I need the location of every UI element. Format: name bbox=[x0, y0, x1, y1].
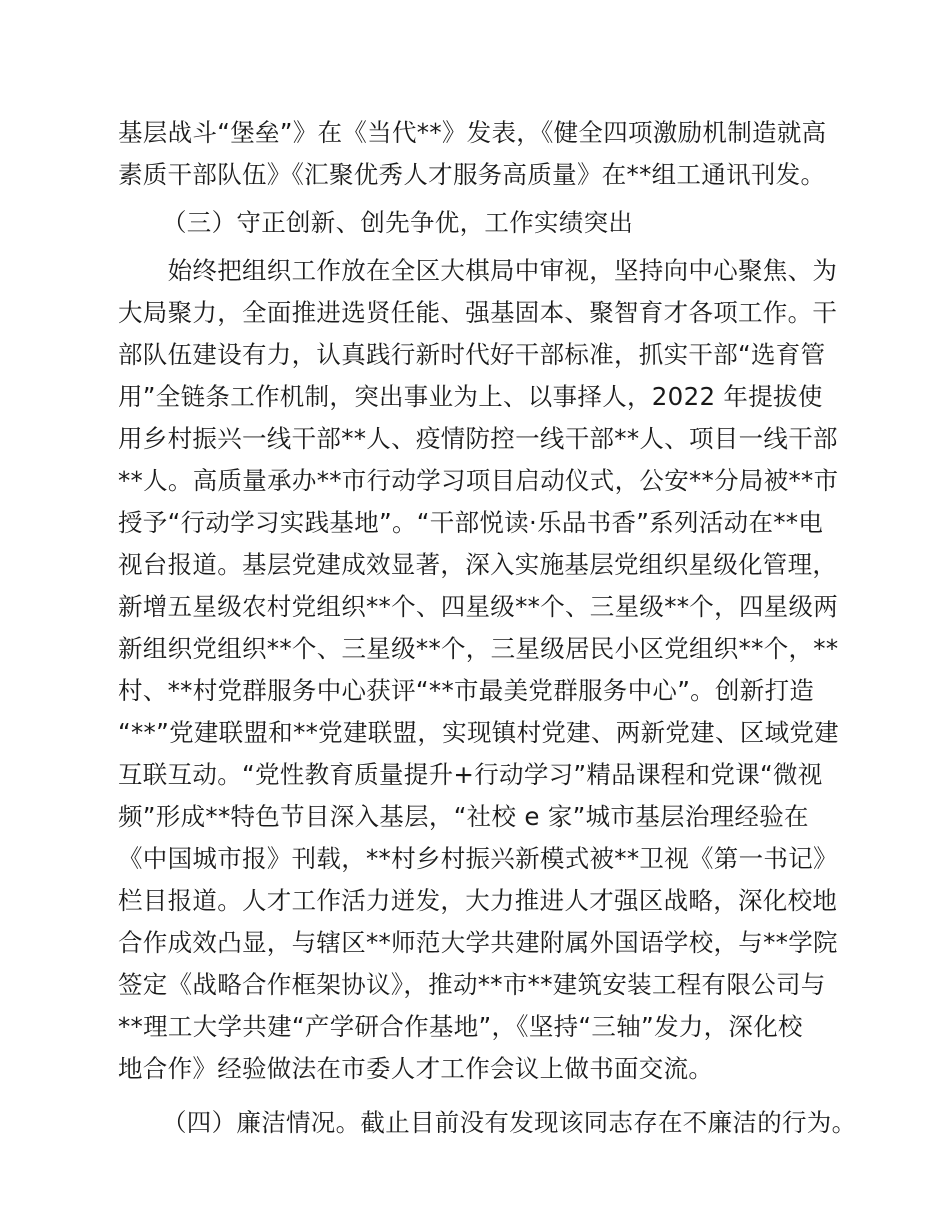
text-line: 素质干部队伍》《汇聚优秀人才服务高质量》在**组工通讯刊发。 bbox=[118, 160, 826, 189]
text-line: 《中国城市报》刊载，**村乡村振兴新模式被**卫视《第一书记》 bbox=[118, 844, 838, 873]
body-paragraph bbox=[118, 250, 846, 1090]
text-line: **理工大学共建“产学研合作基地”，《坚持“三轴”发力，深化校 bbox=[118, 1012, 803, 1041]
text-line: 授予“行动学习实践基地”。“干部悦读·乐品书香”系列活动在**电 bbox=[118, 508, 824, 537]
text-line: 始终把组织工作放在全区大棋局中审视，坚持向中心聚焦、为 bbox=[118, 256, 838, 285]
text-line: 地合作》经验做法在市委人才工作会议上做书面交流。 bbox=[118, 1054, 714, 1083]
closing-paragraph: （四）廉洁情况。截止目前没有发现该同志存在不廉洁的行为。 bbox=[162, 1108, 857, 1137]
text-line: 栏目报道。人才工作活力迸发，大力推进人才强区战略，深化校地 bbox=[118, 886, 838, 915]
text-line: 村、**村党群服务中心获评“**市最美党群服务中心”。创新打造 bbox=[118, 676, 815, 705]
text-line: 用乡村振兴一线干部**人、疫情防控一线干部**人、项目一线干部 bbox=[118, 424, 838, 453]
section-heading: （三）守正创新、创先争优，工作实绩突出 bbox=[162, 208, 634, 237]
continuation-paragraph bbox=[118, 112, 846, 196]
text-line: “**”党建联盟和**党建联盟，实现镇村党建、两新党建、区域党建 bbox=[118, 718, 839, 747]
text-line: 新增五星级农村党组织**个、四星级**个、三星级**个，四星级两 bbox=[118, 592, 839, 621]
text-line: 视台报道。基层党建成效显著，深入实施基层党组织星级化管理， bbox=[118, 550, 838, 579]
text-line: **人。高质量承办**市行动学习项目启动仪式，公安**分局被**市 bbox=[118, 466, 839, 495]
text-line: 新组织党组织**个、三星级**个，三星级居民小区党组织**个，** bbox=[118, 634, 839, 663]
text-line: 合作成效凸显，与辖区**师范大学共建附属外国语学校，与**学院 bbox=[118, 928, 838, 957]
text-line: 签定《战略合作框架协议》，推动**市**建筑安装工程有限公司与 bbox=[118, 970, 826, 999]
text-line: 基层战斗“堡垒”》在《当代**》发表，《健全四项激励机制造就高 bbox=[118, 118, 827, 147]
text-line: 部队伍建设有力，认真践行新时代好干部标准，抓实干部“选育管 bbox=[118, 340, 826, 369]
text-line: 互联互动。“党性教育质量提升+行动学习”精品课程和党课“微视 bbox=[118, 760, 823, 789]
document-body bbox=[118, 112, 857, 1144]
text-line: 频”形成**特色节目深入基层，“社校 e 家”城市基层治理经验在 bbox=[118, 802, 809, 831]
text-line: 大局聚力，全面推进选贤任能、强基固本、聚智育才各项工作。干 bbox=[118, 298, 838, 327]
text-line: 用”全链条工作机制，突出事业为上、以事择人，2022 年提拔使 bbox=[118, 382, 823, 411]
